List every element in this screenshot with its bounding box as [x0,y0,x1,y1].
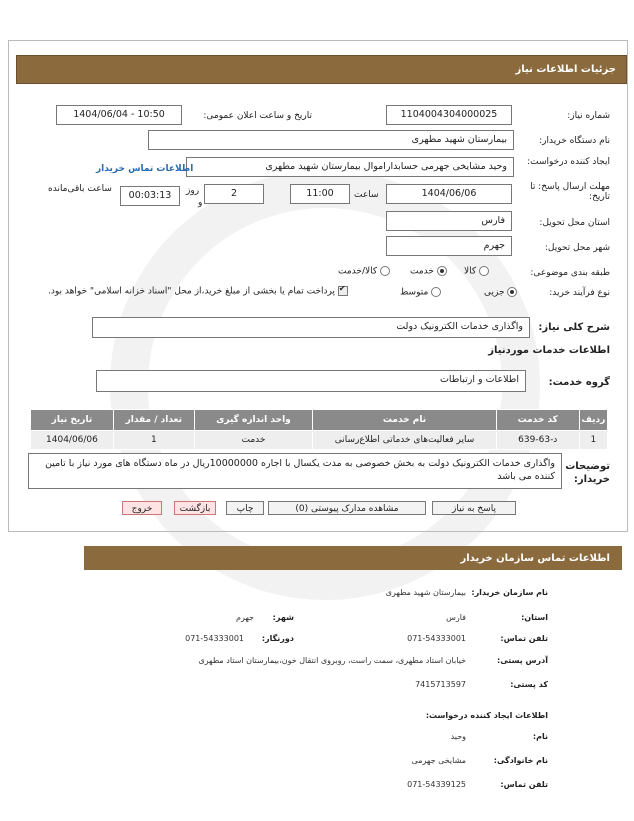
process-option-minor[interactable]: جزیی [484,287,517,298]
day-label: روز [186,186,200,196]
postal-label: کد پستی: [510,680,548,689]
print-button[interactable]: چاپ [226,501,264,515]
table-header-row [31,410,608,431]
announce-label: تاریخ و ساعت اعلان عمومی: [203,111,312,121]
reply-button[interactable]: پاسخ به نیاز [432,501,516,515]
remaining-field: 00:03:13 [120,186,180,206]
radio-minor[interactable] [507,287,517,297]
cell-code: د-63-639 [496,431,579,450]
buyer-notes-label: توضیحات خریدار: [565,461,610,485]
cell-qty: 1 [113,431,194,450]
deadline-time-label: ساعت [354,190,379,200]
buyer-org-label: نام دستگاه خریدار: [539,136,610,146]
city-label: شهر محل تحویل: [544,243,610,253]
family-value: مشایخی جهرمی [411,756,466,765]
contact-city-value: جهرم [236,613,254,622]
contact-province-label: استان: [521,613,548,622]
need-number-field: 1104004304000025 [386,105,512,125]
process-option-medium[interactable]: متوسط [400,287,441,298]
radio-goods-service[interactable] [380,266,390,276]
category-option-service[interactable]: خدمت [410,266,447,277]
contact-title: اطلاعات تماس سازمان خریدار [460,553,610,564]
announce-field: 1404/06/04 - 10:50 [56,105,182,125]
col-code: کد خدمت [496,410,579,431]
table-row [31,431,608,450]
col-row: ردیف [579,410,607,431]
name-value: وحید [450,732,466,741]
summary-label: شرح کلی نیاز: [538,322,610,333]
province-field: فارس [386,211,512,231]
creator-phone-label: تلفن تماس: [500,780,548,789]
cell-date: 1404/06/06 [31,431,114,450]
payment-note: ✔ پرداخت تمام یا بخشی از مبلغ خرید،از محل "اسناد خزانه اسلامی" خواهد بود. [48,286,348,297]
cell-row: 1 [579,431,607,450]
col-date: تاریخ نیاز [31,410,114,431]
family-label: نام خانوادگی: [493,756,548,765]
col-unit: واحد اندازه گیری [194,410,313,431]
province-label: استان محل تحویل: [539,218,610,228]
service-group-field: اطلاعات و ارتباطات [96,370,526,392]
deadline-label: مهلت ارسال پاسخ: تا تاریخ: [530,182,610,202]
buyer-notes-field: واگذاری خدمات الکترونیک دولت به بخش خصوصی به مدت یکسال با اجاره 10000000ریال در ماه دستگاه های مورد نیاز با تامین کننده می باشد [28,453,562,489]
payment-checkbox[interactable] [338,286,348,296]
need-number-label: شماره نیاز: [567,111,610,121]
name-label: نام: [532,732,548,741]
exit-button[interactable]: خروج [122,501,162,515]
deadline-time-field: 11:00 [290,184,350,204]
org-label: نام سازمان خریدار: [471,588,548,597]
creator-field: وحید مشایخی جهرمی حسابداراموال بیمارستان شهید مطهری [186,157,514,177]
phone-label: تلفن تماس: [500,634,548,643]
services-table [30,409,608,450]
service-group-label: گروه خدمت: [548,377,610,388]
contact-province-value: فارس [446,613,466,622]
back-button[interactable]: بازگشت [174,501,216,515]
process-label: نوع فرآیند خرید: [549,288,610,298]
buyer-org-field: بیمارستان شهید مطهری [148,130,514,150]
creator-phone-value: 071-54339125 [407,780,466,789]
address-value: خیابان استاد مطهری، سمت راست، روبروی انتقال خون،بیمارستان استاد مطهری [198,656,466,665]
radio-service[interactable] [437,266,447,276]
cell-unit: خدمت [194,431,313,450]
services-title: اطلاعات خدمات موردنیاز [488,345,610,356]
category-option-goods[interactable]: کالا [464,266,489,277]
col-name: نام خدمت [313,410,497,431]
city-field: جهرم [386,236,512,256]
postal-value: 7415713597 [415,680,466,689]
category-option-both[interactable]: کالا/خدمت [338,266,390,277]
deadline-date-field: 1404/06/06 [386,184,512,204]
phone-value: 071-54333001 [407,634,466,643]
org-value: بیمارستان شهید مطهری [385,588,466,597]
summary-field: واگذاری خدمات الکترونیک دولت [92,317,530,338]
contact-header [84,546,622,570]
attachments-button[interactable]: مشاهده مدارک پیوستی (0) [268,501,426,515]
category-label: طبقه بندی موضوعی: [530,268,610,278]
creator-info-title: اطلاعات ایجاد کننده درخواست: [425,711,548,720]
col-qty: تعداد / مقدار [113,410,194,431]
buyer-contact-link[interactable]: اطلاعات تماس خریدار [96,164,194,174]
contact-city-label: شهر: [272,613,294,622]
remaining-label: ساعت باقی‌مانده [48,184,112,194]
radio-goods[interactable] [479,266,489,276]
and-label: و [198,198,203,208]
address-label: آدرس پستی: [497,656,548,665]
fax-value: 071-54333001 [185,634,244,643]
fax-label: دورنگار: [261,634,294,643]
cell-name: سایر فعالیت‌های خدماتی اطلاع‌رسانی [313,431,497,450]
creator-label: ایجاد کننده درخواست: [527,157,610,167]
days-field: 2 [204,184,264,204]
radio-medium[interactable] [431,287,441,297]
page-title: جزئیات اطلاعات نیاز [515,64,616,75]
page-header [16,55,627,84]
